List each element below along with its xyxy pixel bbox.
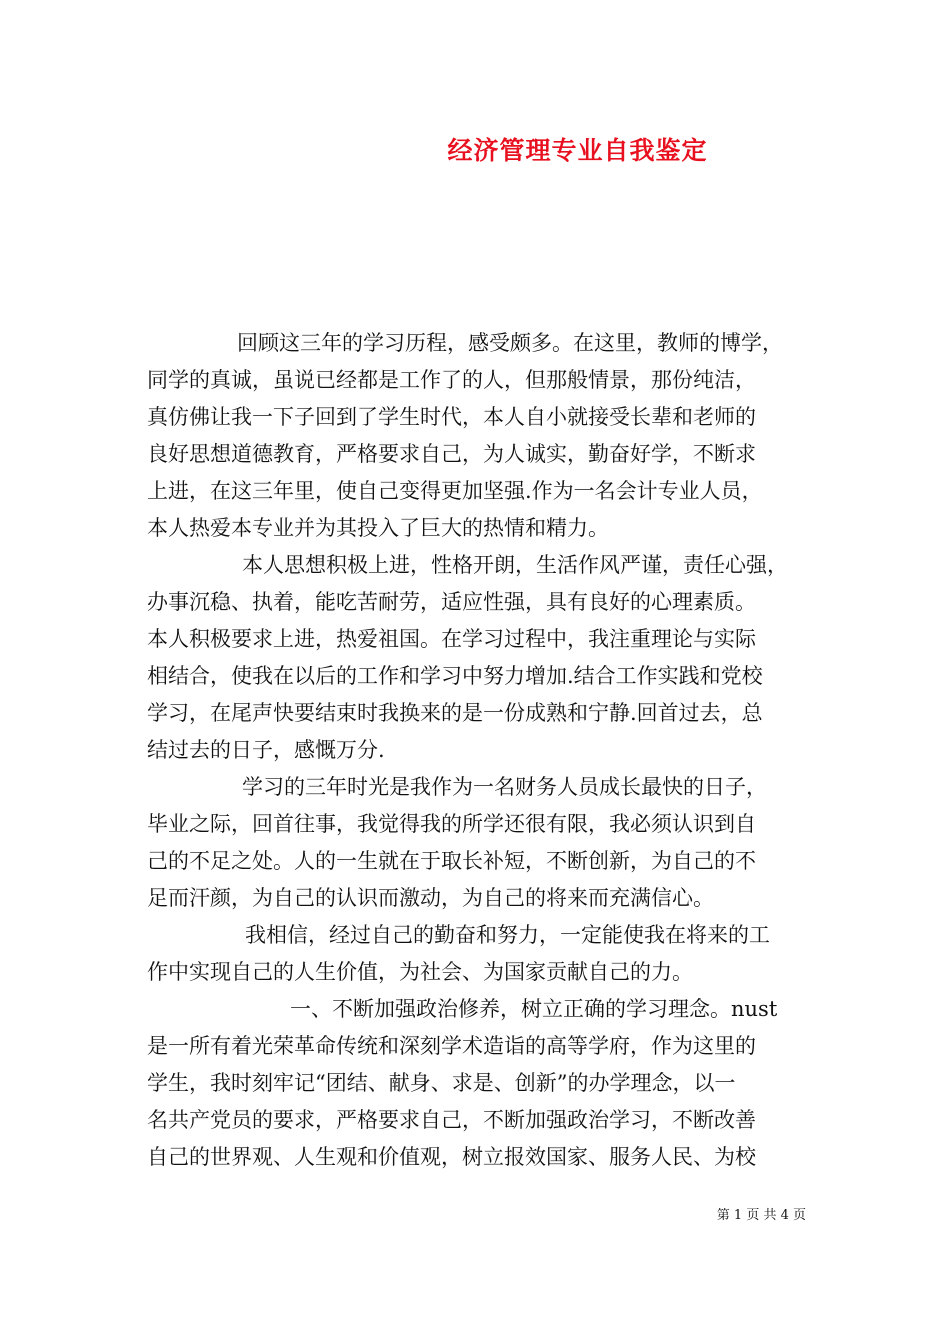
text-line: 本人热爱本专业并为其投入了巨大的热情和精力。 [147, 516, 609, 540]
text-line: 结过去的日子，感慨万分. [147, 738, 385, 762]
text-line: 足而汗颜，为自己的认识而激动，为自己的将来而充满信心。 [147, 886, 714, 910]
text-line: 学习，在尾声快要结束时我换来的是一份成熟和宁静.回首过去，总 [147, 701, 763, 725]
text-line: 名共产党员的要求，严格要求自己，不断加强政治学习，不断改善 [147, 1108, 756, 1132]
document-title: 经济管理专业自我鉴定 [447, 136, 708, 165]
text-line: 真仿佛让我一下子回到了学生时代，本人自小就接受长辈和老师的 [147, 405, 756, 429]
text-line: 自己的世界观、人生观和价值观，树立报效国家、服务人民、为校 [147, 1145, 756, 1169]
text-line: 毕业之际，回首往事，我觉得我的所学还很有限，我必须认识到自 [147, 812, 756, 836]
text-line: 良好思想道德教育，严格要求自己，为人诚实，勤奋好学，不断求 [147, 442, 756, 466]
text-line: 上进，在这三年里，使自己变得更加坚强.作为一名会计专业人员， [147, 479, 763, 503]
page-footer: 第 1 页 共 4 页 [716, 1208, 806, 1223]
text-line: 一、不断加强政治修养，树立正确的学习理念。nust [290, 997, 778, 1021]
document-body [147, 325, 827, 1176]
text-line: 学习的三年时光是我作为一名财务人员成长最快的日子， [242, 775, 767, 799]
text-line: 我相信，经过自己的勤奋和努力，一定能使我在将来的工 [245, 923, 770, 947]
text-line: 同学的真诚，虽说已经都是工作了的人，但那般情景，那份纯洁， [147, 368, 756, 392]
text-line: 本人积极要求上进，热爱祖国。在学习过程中，我注重理论与实际 [147, 627, 756, 651]
text-line: 是一所有着光荣革命传统和深刻学术造诣的高等学府，作为这里的 [147, 1034, 756, 1058]
text-line: 相结合，使我在以后的工作和学习中努力增加.结合工作实践和党校 [147, 664, 763, 688]
text-line: 办事沉稳、执着，能吃苦耐劳，适应性强，具有良好的心理素质。 [147, 590, 756, 614]
text-line: 本人思想积极上进，性格开朗，生活作风严谨，责任心强， [242, 553, 788, 577]
text-line: 作中实现自己的人生价值，为社会、为国家贡献自己的力。 [147, 960, 693, 984]
text-line: 回顾这三年的学习历程，感受颇多。在这里，教师的博学， [237, 331, 783, 355]
text-line: 己的不足之处。人的一生就在于取长补短，不断创新，为自己的不 [147, 849, 756, 873]
text-line: 学生，我时刻牢记“团结、献身、求是、创新”的办学理念，以一 [147, 1071, 736, 1095]
